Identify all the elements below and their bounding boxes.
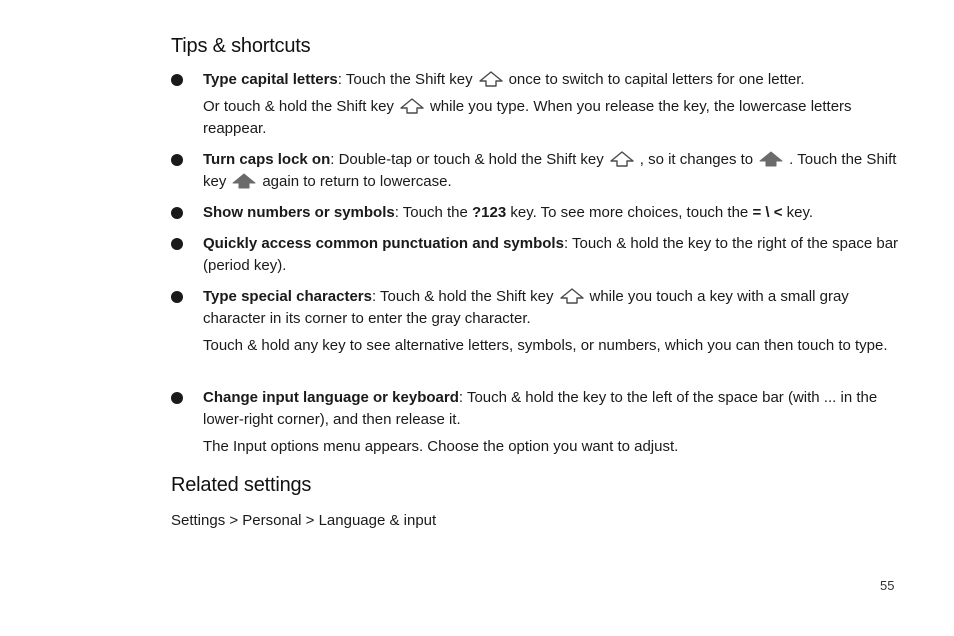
tip-title: Turn caps lock on <box>203 151 331 168</box>
tip-body: , so it changes to <box>639 151 754 168</box>
tip-body: : Touch & hold the key to the left of the space bar (with ... in the lower-right corner), and then release it. <box>203 389 878 428</box>
tip-text <box>203 202 903 224</box>
tip-text <box>203 286 903 330</box>
shift-key-outline-icon <box>399 98 425 114</box>
related-settings-title: Related settings <box>171 474 312 496</box>
tip-title: Type capital letters <box>203 71 338 88</box>
bullet-icon <box>171 74 183 86</box>
tip-body: : Touch & hold the Shift key <box>371 288 554 305</box>
tip-body: key. <box>782 204 814 221</box>
tip-body: . Touch the Shift key <box>203 151 897 190</box>
tip-subtext: Touch & hold any key to see alternative letters, symbols, or numbers, which you can then touch to type. <box>203 337 888 354</box>
tip-subtext: The Input options menu appears. Choose the option you want to adjust. <box>203 438 679 455</box>
tip-title: Quickly access common punctuation and symbols <box>203 235 564 252</box>
tip-body: while you type. When you release the key, the lowercase letters reappear. <box>203 98 852 137</box>
shift-key-outline-icon <box>609 151 635 167</box>
shift-key-filled-icon <box>231 173 257 189</box>
page-number: 55 <box>880 578 895 593</box>
tip-body: again to return to lowercase. <box>262 173 452 190</box>
tip-body: Or touch & hold the Shift key <box>203 98 394 115</box>
tip-title: Type special characters <box>203 288 372 305</box>
tip-subtext <box>203 96 903 140</box>
shift-key-outline-icon <box>478 71 504 87</box>
tip-title: Change input language or keyboard <box>203 389 459 406</box>
tip-body: key. To see more choices, touch the <box>506 204 753 221</box>
key-label: ?123 <box>472 204 507 221</box>
tip-text <box>203 69 903 91</box>
tip-text <box>203 233 903 277</box>
tip-text <box>203 387 903 431</box>
shift-key-outline-icon <box>559 288 585 304</box>
section-title: Tips & shortcuts <box>171 35 311 57</box>
bullet-icon <box>171 238 183 250</box>
tip-body: : Touch & hold the key to the right of the space bar (period key). <box>203 235 899 274</box>
tip-body: : Double-tap or touch & hold the Shift key <box>330 151 604 168</box>
key-label: = \ < <box>752 204 783 221</box>
settings-breadcrumb: Settings > Personal > Language & input <box>171 512 437 529</box>
tip-body: while you touch a key with a small gray character in its corner to enter the gray character. <box>203 288 849 327</box>
tip-body: : Touch the <box>394 204 472 221</box>
tip-body: : Touch the Shift key <box>337 71 473 88</box>
tip-body: once to switch to capital letters for one letter. <box>508 71 805 88</box>
bullet-icon <box>171 291 183 303</box>
tip-title: Show numbers or symbols <box>203 204 395 221</box>
bullet-icon <box>171 207 183 219</box>
tip-text <box>203 149 903 193</box>
shift-key-filled-icon <box>758 151 784 167</box>
bullet-icon <box>171 392 183 404</box>
bullet-icon <box>171 154 183 166</box>
